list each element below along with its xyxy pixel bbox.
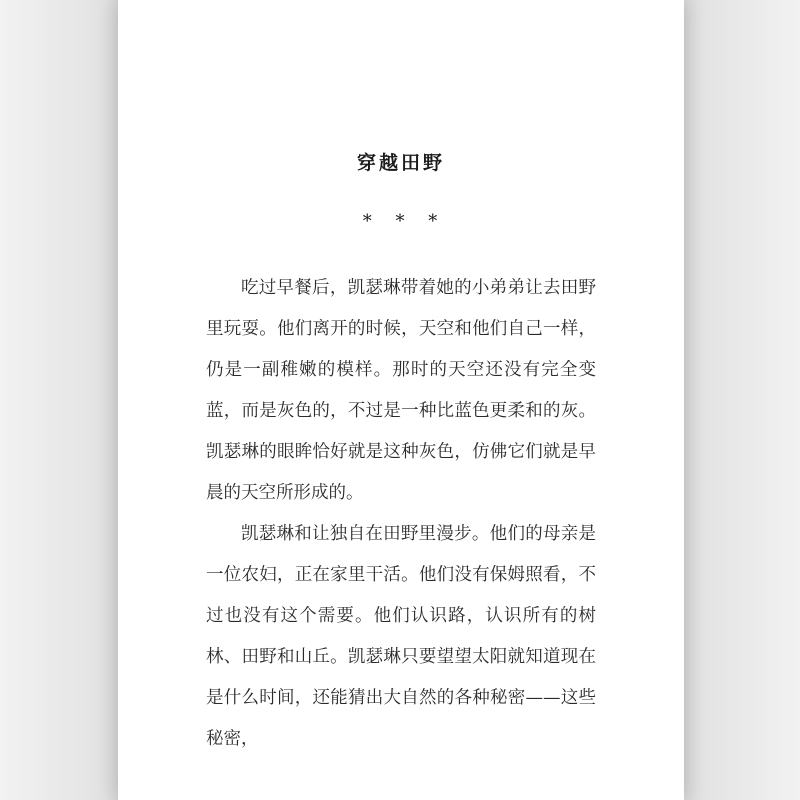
left-background <box>0 0 118 800</box>
right-background <box>684 0 800 800</box>
chapter-title: 穿越田野 <box>356 152 445 174</box>
book-page <box>118 0 684 800</box>
section-separator: * * * <box>362 211 440 232</box>
paragraph-2: 凯瑟琳和让独自在田野里漫步。他们的母亲是一位农妇，正在家里干活。他们没有保姆照看，不过也没有这个需要。他们认识路，认识所有的树林、田野和山丘。凯瑟琳只要望望太阳就知道现在是什么时间，还能猜出大自然的各种秘密——这些秘密， <box>206 524 596 749</box>
paragraph-1: 吃过早餐后，凯瑟琳带着她的小弟弟让去田野里玩耍。他们离开的时候，天空和他们自己一样，仍是一副稚嫩的模样。那时的天空还没有完全变蓝，而是灰色的，不过是一种比蓝色更柔和的灰。凯瑟琳的眼眸恰好就是这种灰色，仿佛它们就是早晨的天空所形成的。 <box>206 278 596 503</box>
body-text <box>206 268 596 760</box>
